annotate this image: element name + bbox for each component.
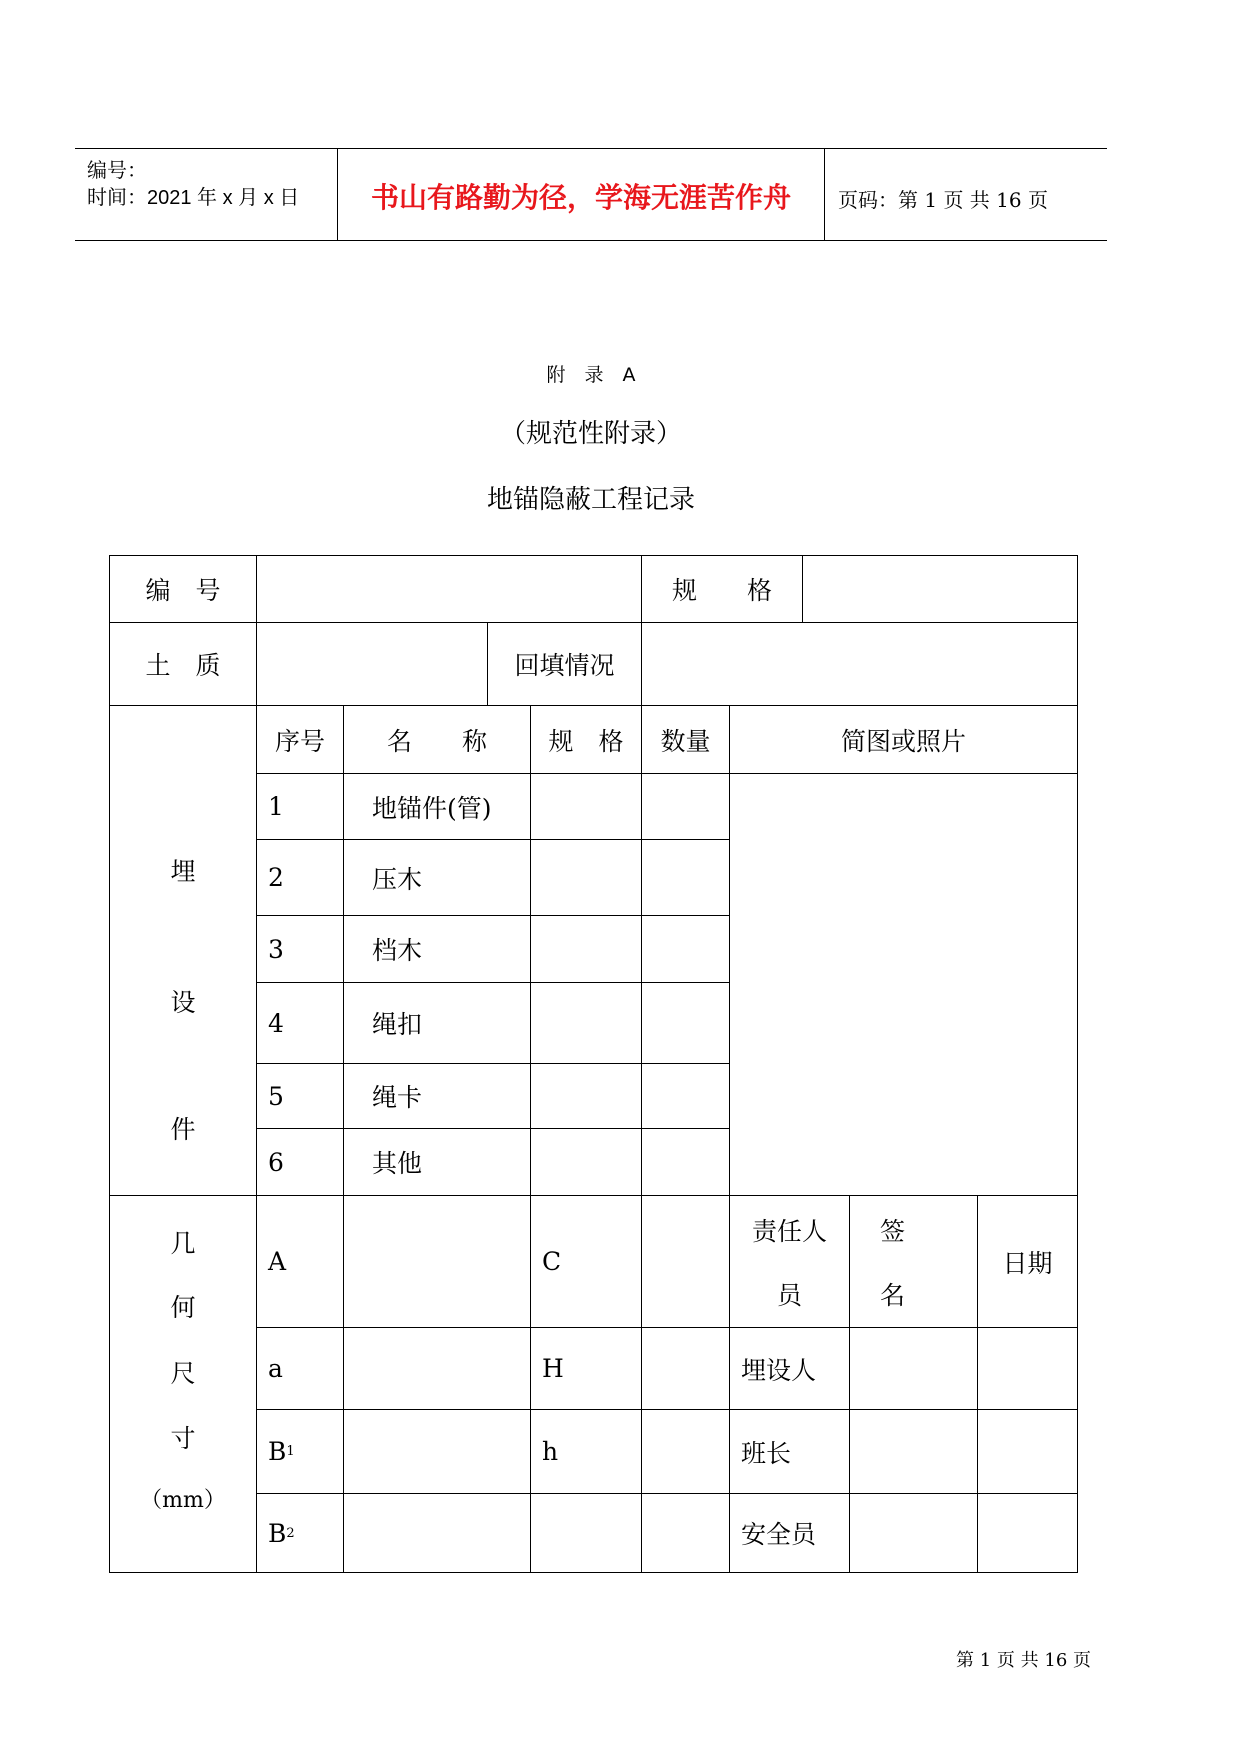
item-name: 绳卡 [372,1083,423,1112]
role-header-line: 员 [776,1281,802,1310]
item-seq: 2 [268,863,284,892]
header-time-label: 时间：2021 年 x 月 x 日 [87,187,300,209]
sign-header [850,1196,977,1327]
geometry-section-label [110,1196,256,1572]
header-bottom-rule [75,240,1107,241]
dim-label [257,1410,343,1493]
col-header-qty: 数量 [660,726,711,756]
role-label: 安全员 [741,1520,817,1549]
footer-page-number: 第 1 页 共 16 页 [956,1650,1091,1671]
sign-header-line: 名 [880,1281,906,1310]
soil-label: 土 质 [145,651,221,680]
dim-value-field[interactable] [642,1410,729,1493]
dim-letter: B [268,1437,287,1466]
header-number-label: 编号： [87,160,147,182]
date-field[interactable] [978,1410,1077,1493]
header-top-rule [75,148,1107,149]
item-qty-field[interactable] [642,1129,729,1195]
buried-label-char: 埋 [170,857,196,886]
geometry-label-char: 几 [170,1229,196,1258]
col-header-name: 名 称 [386,726,487,756]
item-seq: 1 [268,792,284,821]
dim-label: h [542,1437,559,1466]
header-divider [824,148,825,241]
form-title: 地锚隐蔽工程记录 [486,485,695,515]
soil-field[interactable] [257,623,487,705]
signature-field[interactable] [850,1494,977,1572]
item-spec-field[interactable] [531,983,641,1063]
dim-value-field[interactable] [642,1494,729,1572]
date-field[interactable] [978,1328,1077,1409]
dim-label: H [542,1354,564,1383]
dim-label [531,1494,641,1572]
dim-value-field[interactable] [344,1196,530,1327]
item-qty-field[interactable] [642,916,729,982]
dim-label: a [268,1354,283,1383]
table-border [109,1572,1078,1573]
item-spec-field[interactable] [531,774,641,839]
item-name: 压木 [372,864,423,894]
spec-label: 规 格 [671,576,772,605]
col-header-spec: 规 格 [548,726,624,756]
item-seq: 4 [268,1008,284,1038]
dim-label: A [268,1247,287,1276]
item-qty-field[interactable] [642,1064,729,1128]
role-header-line: 责任人 [751,1217,827,1246]
appendix-normative: （规范性附录） [499,419,682,449]
dim-value-field[interactable] [344,1410,530,1493]
spec-field[interactable] [803,556,1077,622]
item-seq: 6 [268,1147,284,1177]
col-header-seq: 序号 [274,726,325,756]
col-header-sketch: 简图或照片 [840,726,966,756]
dim-subscript: 1 [286,1444,295,1459]
geometry-label-char: 何 [170,1293,196,1322]
header-page-info: 页码：第 1 页 共 16 页 [838,188,1048,212]
dim-value-field[interactable] [344,1328,530,1409]
item-name: 其他 [372,1149,423,1178]
dim-value-field[interactable] [642,1196,729,1327]
signature-field[interactable] [850,1410,977,1493]
role-label: 埋设人 [741,1355,817,1385]
buried-label-char: 件 [170,1115,196,1144]
dim-value-field[interactable] [344,1494,530,1572]
date-header: 日期 [1002,1248,1053,1278]
backfill-field[interactable] [642,623,1077,705]
number-label: 编 号 [145,576,221,605]
item-spec-field[interactable] [531,1129,641,1195]
table-border [1077,555,1078,1573]
dim-subscript: 2 [286,1525,295,1541]
header-motto: 书山有路勤为径，学海无涯苦作舟 [370,181,791,214]
geometry-label-char: 寸 [170,1424,196,1453]
buried-label-char: 设 [170,988,196,1017]
backfill-label: 回填情况 [514,651,615,680]
geometry-unit-label: （mm） [140,1487,226,1513]
sign-header-line: 签 [880,1217,906,1246]
item-spec-field[interactable] [531,840,641,915]
buried-section-label [110,706,256,1195]
role-label: 班长 [741,1438,792,1468]
item-spec-field[interactable] [531,1064,641,1128]
item-name: 地锚件(管) [372,793,492,823]
item-spec-field[interactable] [531,916,641,982]
item-qty-field[interactable] [642,774,729,839]
number-field[interactable] [257,556,641,622]
item-name: 档木 [372,936,423,965]
role-header [730,1196,849,1327]
item-qty-field[interactable] [642,840,729,915]
dim-letter: B [268,1518,287,1548]
item-qty-field[interactable] [642,983,729,1063]
item-name: 绳扣 [372,1010,423,1039]
item-seq: 5 [268,1081,284,1111]
dim-label: C [542,1247,562,1276]
sketch-photo-area[interactable] [730,774,1077,1195]
dim-value-field[interactable] [642,1328,729,1409]
item-seq: 3 [268,934,284,964]
geometry-label-char: 尺 [170,1359,196,1388]
signature-field[interactable] [850,1328,977,1409]
dim-label [257,1494,343,1572]
date-field[interactable] [978,1494,1077,1572]
appendix-label: 附 录 A [546,364,636,386]
